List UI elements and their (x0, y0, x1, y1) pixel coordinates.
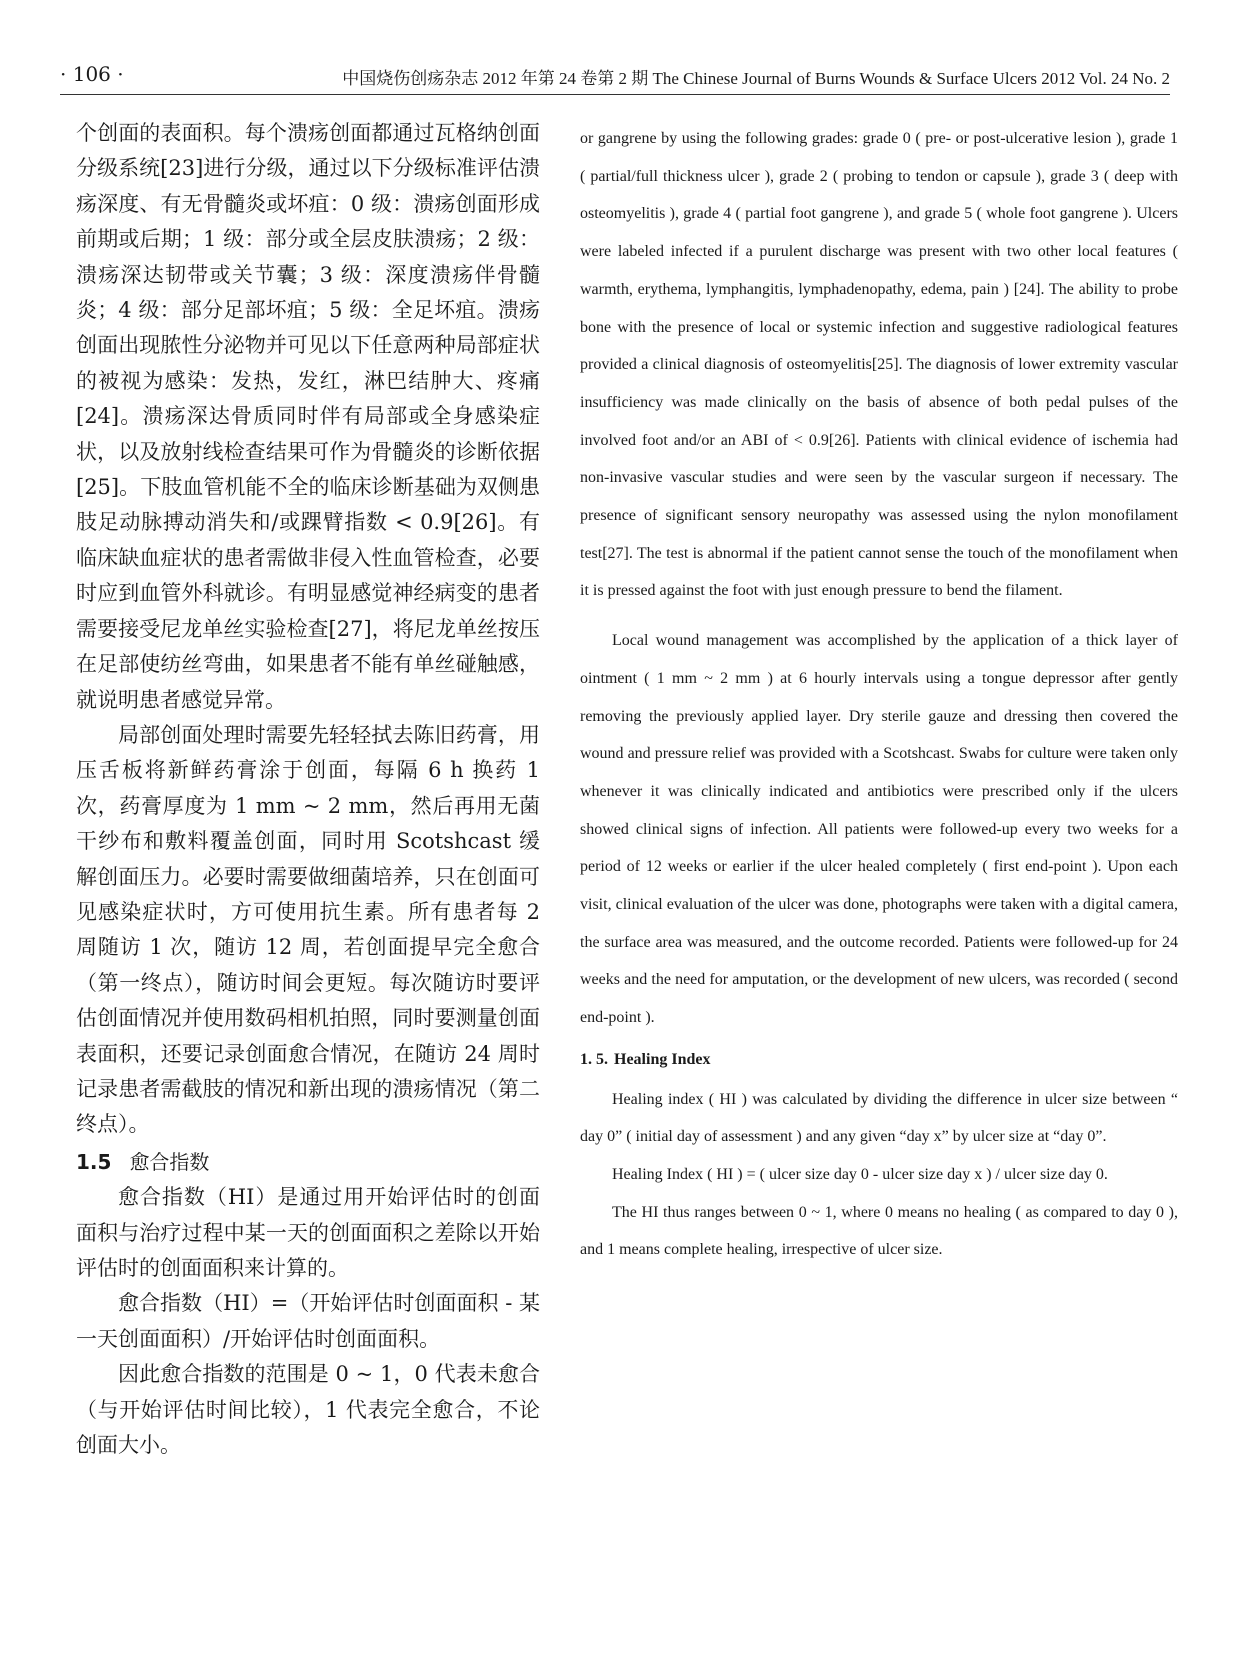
en-section-number: 1. 5. (580, 1050, 608, 1068)
en-paragraph-hi-range: The HI thus ranges between 0 ~ 1, where 0 means no healing ( as compared to day 0 ), and 1 means complete healing, irrespective of ulcer size. (580, 1203, 1178, 1259)
cn-section-heading (76, 1145, 540, 1180)
en-paragraph-grading: or gangrene by using the following grades: grade 0 ( pre- or post-ulcerative lesion ), grade 1 ( partial/full thickness ulcer ), grade 2 ( probing to tendon or capsule ), grade 3 ( deep with osteomyelitis ), grade 4 ( partial foot gangrene ), and grade 5 ( whole foot gangrene ). Ulcers were labeled infected if a purulent discharge was present with two other local features ( warmth, erythema, lymphangitis, lymphadenopathy, edema, pain ) [24]. The ability to probe bone with the presence of local or systemic infection and suggestive radiological features provided a clinical diagnosis of osteomyelitis[25]. The diagnosis of lower extremity vascular insufficiency was made clinically on the basis of absence of both pedal pulses of the involved foot and/or an ABI of < 0.9[26]. Patients with clinical evidence of ischemia had non-invasive vascular studies and were seen by the vascular surgeon if necessary. The presence of significant sensory neuropathy was assessed using the nylon monofilament test[27]. The test is abnormal if the patient cannot sense the touch of the monofilament when it is pressed against the foot with just enough pressure to bend the filament. (580, 130, 1178, 600)
en-section-heading (580, 1041, 1178, 1079)
english-column (580, 120, 1178, 1269)
cn-paragraph-grading: 个创面的表面积。每个溃疡创面都通过瓦格纳创面分级系统[23]进行分级，通过以下分级标准评估溃疡深度、有无骨髓炎或坏疽：0 级：溃疡创面形成前期或后期；1 级：部分或全层皮肤溃疡；2 级：溃疡深达韧带或关节囊；3 级：深度溃疡伴骨髓炎；4 级：部分足部坏疽；5 级：全足坏疽。溃疡创面出现脓性分泌物并可见以下任意两种局部症状的被视为感染：发热，发红，淋巴结肿大、疼痛[24]。溃疡深达骨质同时伴有局部或全身感染症状，以及放射线检查结果可作为骨髓炎的诊断依据[25]。下肢血管机能不全的临床诊断基础为双侧患肢足动脉搏动消失和/或踝臂指数 < 0.9[26]。有临床缺血症状的患者需做非侵入性血管检查，必要时应到血管外科就诊。有明显感觉神经病变的患者需要接受尼龙单丝实验检查[27]，将尼龙单丝按压在足部使纺丝弯曲，如果患者不能有单丝碰触感，就说明患者感觉异常。 (76, 121, 540, 712)
page-number: · 106 · (60, 62, 124, 86)
cn-paragraph-hi-formula: 愈合指数（HI）=（开始评估时创面面积 - 某一天创面面积）/开始评估时创面面积。 (76, 1291, 540, 1351)
running-head: 中国烧伤创疡杂志 2012 年第 24 卷第 2 期 The Chinese Journal of Burns Wounds & Surface Ulcers 2012 Vol. 24 No. 2 (342, 69, 1170, 88)
en-paragraph-hi-definition: Healing index ( HI ) was calculated by dividing the difference in ulcer size between “ day 0” ( initial day of assessment ) and any given “day x” by ulcer size at “day 0”. (580, 1090, 1178, 1146)
cn-paragraph-hi-definition: 愈合指数（HI）是通过用开始评估时的创面面积与治疗过程中某一天的创面面积之差除以开始评估时的创面面积来计算的。 (76, 1185, 540, 1280)
cn-section-title: 愈合指数 (129, 1149, 210, 1174)
page-header (60, 60, 1170, 95)
chinese-column (76, 116, 540, 1463)
cn-paragraph-hi-range: 因此愈合指数的范围是 0 ~ 1，0 代表未愈合（与开始评估时间比较），1 代表完全愈合，不论创面大小。 (76, 1362, 540, 1458)
en-paragraph-hi-formula: Healing Index ( HI ) = ( ulcer size day 0 - ulcer size day x ) / ulcer size day 0. (612, 1165, 1108, 1183)
en-paragraph-wound-management: Local wound management was accomplished by the application of a thick layer of ointment ( 1 mm ~ 2 mm ) at 6 hourly intervals using a tongue depressor after gently removing the previously applied layer. Dry sterile gauze and dressing then covered the wound and pressure relief was provided with a Scotshcast. Swabs for culture were taken only whenever it was clinically indicated and antibiotics were prescribed only if the ulcers showed clinical signs of infection. All patients were followed-up every two weeks for a period of 12 weeks or earlier if the ulcer healed completely ( first end-point ). Upon each visit, clinical evaluation of the ulcer was done, photographs were taken with a digital camera, the surface area was measured, and the outcome recorded. Patients were followed-up for 24 weeks and the need for amputation, or the development of new ulcers, was recorded ( second end-point ). (580, 632, 1178, 1027)
en-section-title: Healing Index (614, 1050, 711, 1068)
cn-section-number: 1.5 (76, 1149, 112, 1174)
cn-paragraph-wound-management: 局部创面处理时需要先轻轻拭去陈旧药膏，用压舌板将新鲜药膏涂于创面，每隔 6 h 换药 1 次，药膏厚度为 1 mm ~ 2 mm，然后再用无菌干纱布和敷料覆盖创面，同时用 Scotshcast 缓解创面压力。必要时需要做细菌培养，只在创面可见感染症状时，方可使用抗生素。所有患者每 2 周随访 1 次，随访 12 周，若创面提早完全愈合（第一终点），随访时间会更短。每次随访时要评估创面情况并使用数码相机拍照，同时要测量创面表面积，还要记录创面愈合情况，在随访 24 周时记录患者需截肢的情况和新出现的溃疡情况（第二终点）。 (76, 722, 540, 1137)
